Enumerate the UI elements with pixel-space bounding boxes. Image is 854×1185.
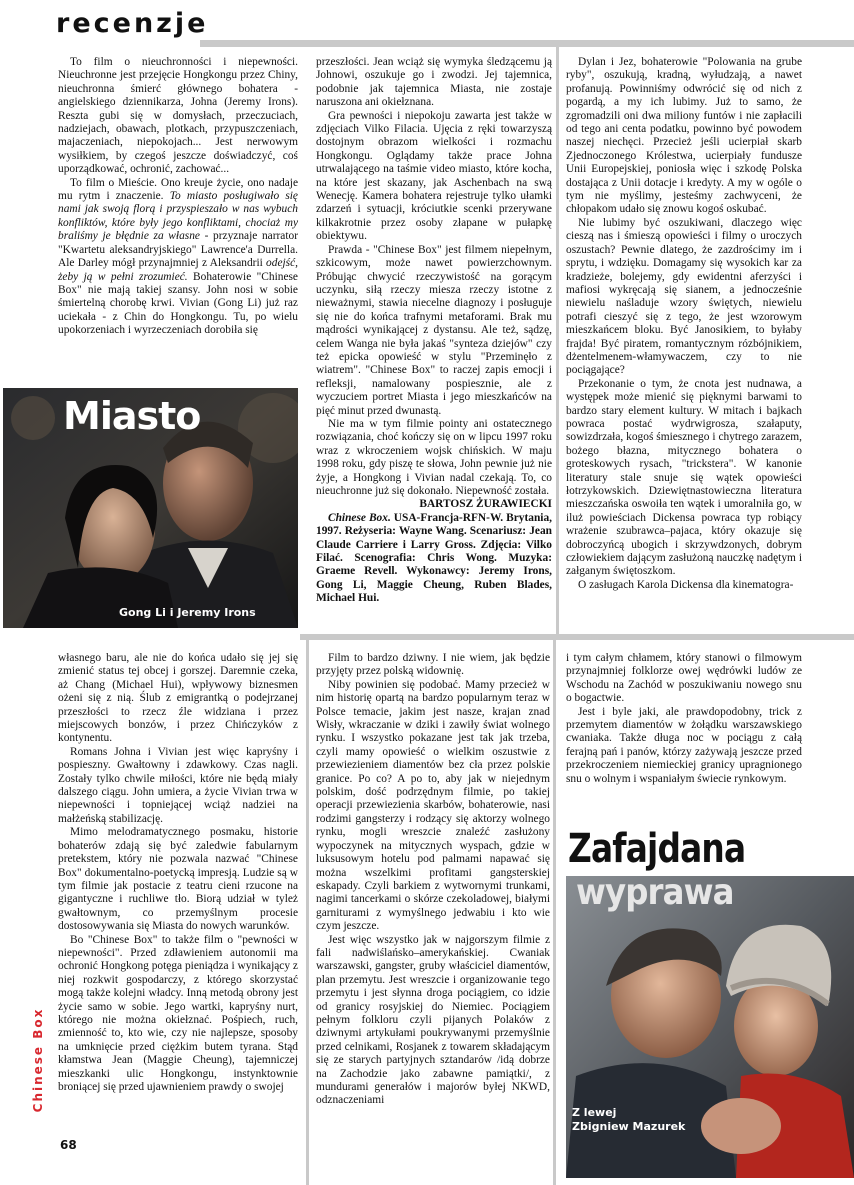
header-rule (200, 40, 854, 47)
paragraph: To film o nieuchronności i niepewności. Nieuchronne jest przejęcie Hongkongu przez Chiny, nieuchronna śmierć głównego bohatera - angielskiego dziennikarza, Johna (Jeremy Irons). Reszta gubi się w domysłach, przeczuciach, nadziejach, obawach, plotkach, przypuszczeniach, majaczeniach, niepokojach... Jest nerwowym wysiłkiem, by czegoś jeszcze doświadczyć, coś uporządkować, ochronić, zachować... (58, 56, 298, 176)
photo-caption: Gong Li i Jeremy Irons (119, 606, 256, 619)
section-title: recenzje (56, 8, 209, 39)
paragraph: Przekonanie o tym, że cnota jest nudnawa, a występek może mienić się pięknymi barwami to bardzo stary element kultury. W mitach i bajkach powraca postać wydrwigrosza, szałaputy, sowizdrzała, kogoś śmiesznego i chytrego zarazem, bożego błazna, mitycznego bohatera o groteskowych rysach, "trickstera". W kanonie literatury stale snuje się wątek opowieści łotrzykowskich. Dziewiętnastowieczna literatura mieszczańska oswoiła ten wątek i umoralniła go, w iluż powieściach Dickensa powraca typ robiący wrażenie szubrawca–pajaca, który okazuje się dobroczyńcą ubogich i skrzywdzonych, dobrym człowiekiem dającym zasłużoną nauczkę nadętym i załganym świętoszkom. (566, 377, 802, 578)
paragraph: Nie lubimy być oszukiwani, dlaczego więc cieszą nas i śmieszą opowieści i filmy o uroczych oszustach? Pewnie dlatego, że zazdrościmy im i sprytu, i wdzięku. Domagamy się wysokich kar za kradzieże, bolejemy, gdy ewidentni aferzyści i mafiosi wykręcają się sianem, a jednocześnie niewielu naśladuje wzory świętych, niewielu potrafi cieszyć się z tego, że jest wzorowym mieszkańcem bloku. Być Janosikiem, to byłaby frajda! Być piratem, romantycznym rózbójnikiem, dżentelmenem-włamywaczem, czy to nie pociągające? (566, 216, 802, 377)
side-section-label: Chinese Box (31, 1007, 45, 1113)
paragraph: własnego baru, ale nie do końca udało się jej się zmienić status tej obcej i gorszej. Daremnie czeka, aż Chang (Michael Hui), wpływowy biznesmen ożeni się z nią. Ślub z emigrantką o podejrzanej przeszłości to rzecz źle widziana i przez miejscowych bonzów, i przez Chińczyków z kontynentu. (58, 652, 298, 745)
paragraph: Film to bardzo dziwny. I nie wiem, jak będzie przyjęty przez polską widownię. (316, 652, 550, 678)
photo-zafajdana-wyprawa (566, 876, 854, 1178)
top-column-2 (316, 56, 552, 606)
photo-miasto (3, 388, 298, 628)
paragraph: Bo "Chinese Box" to także film o "pewności w niepewności". Przed zdławieniem autonomii ma ochronić Hongkong potęga pieniądza i wynikający z niej rozkwit gospodarczy, z którego skorzystać mogą także kolejni władcy. Inną metodą obrony jest życie samo w sobie. Jego wartki, kapryśny nurt, którego nie można okiełznać. Pośpiech, ruch, zmienność to, kto wie, czy nie najlepsze, sposoby na umknięcie przed ciężkim butem tyrana. Stąd kłamstwa Jean (Maggie Cheung), tajemniczej mieszkanki ulic Hongkongu, instynktownie broniącej się przed ujawnieniem prawdy o swojej (58, 933, 298, 1093)
film-credits: Chinese Box. USA-Francja-RFN-W. Brytania, 1997. Reżyseria: Wayne Wang. Scenariusz: Jean Claude Carriere i Larry Gross. Zdjęcia: Vilko Filać. Scenografia: Chris Wong. Muzyka: Graeme Revell. Wykonawcy: Jeremy Irons, Gong Li, Maggie Cheung, Ruben Blades, Michael Hui. (316, 511, 552, 605)
bottom-column-3 (566, 652, 802, 786)
column-rule-bottom (306, 640, 309, 1185)
column-rule-top (556, 45, 559, 635)
bottom-column-2 (316, 652, 550, 1108)
photo-caption-label: Z lewej (572, 1106, 617, 1119)
photo-headline: wyprawa (576, 876, 734, 913)
photo-caption-name: Zbigniew Mazurek (572, 1120, 686, 1133)
top-column-1 (58, 56, 298, 338)
paragraph: O zasługach Karola Dickensa dla kinematogra- (578, 578, 794, 591)
paragraph: Dylan i Jez, bohaterowie "Polowania na grube ryby", oszukują, kradną, wyłudzają, a nawet profanują. Powinniśmy odwrócić się od nich z pogardą, a my ich lubimy. Już to samo, że zgromadzili oni dwa miliony funtów i nie zapłacili od tego ani centa podatku, powinno być powodem naszej niechęci. Przecież jeśli ucierpiał skarb Zjednoczonego Królestwa, ucierpiały fundusze Unii Europejskiej, poniosła więc i szkodę Polska dostająca z Unii dotacje i kredyty. A my w ogóle o tym nie myślimy, jesteśmy zachwyceni, że chłopakom udało się znowu kogoś oskubać. (566, 56, 802, 216)
paragraph: Niby powinien się podobać. Mamy przecież w nim historię opartą na bardzo popularnym teraz w Polsce temacie, jakim jest nasze, krajan znad Wisły, wkraczanie w dziki i zawiły świat wolnego rynku. I wszystko pokazane jest tak jak trzeba, czyli mamy opowieść o wielkim oszustwie z przewiezieniem diamentów bez cła przez polskie granice. Po co? A po to, aby jak w niejednym polskim, dość podrzędnym filmie, po takiej operacji przewiezienia skarbów, bohaterowie, nasi rodzimi gangsterzy i rodzący się aktorzy wolnego rynku, mogli wreszcie znaleźć zasłużony wypoczynek na mitycznych wyspach, gdzie w luksusowym hotelu pod palmami napawać się można wszelkimi profitami gangsterskiej eskapady. Czyli barkiem z wytwornymi trunkami, nagimi tancerkami o skórze czekoladowej, białymi garniturami z wymyślnego jedwabiu i kto wie czym jeszcze. (316, 678, 550, 933)
photo-headline: Miasto (63, 394, 201, 438)
bottom-column-1 (58, 652, 298, 1094)
paragraph: Romans Johna i Vivian jest więc kapryśny i pospieszny. Gwałtowny i zdawkowy. Czas nagli. Zostały tylko chwile miłości, które nie będą miały dalszego ciągu. John umiera, a życie Vivian trwa w niepewności i topniejącej wciąż nadziei na małżeńską stabilizację. (58, 745, 298, 825)
paragraph: Prawda - "Chinese Box" jest filmem niepełnym, szkicowym, może nawet powierzchownym. Próbując chwycić rzeczywistość na gorącym uczynku, siłą rzeczy miesza rzeczy istotne z nieważnymi, stawia niecelne diagnozy i posługuje się nie do końca trafnymi metaforami. Brak mu mądrości wynikającej z dystansu. Ale też, sądzę, celem Wanga nie była jakaś "synteza dziejów" czy też epicka opowieść w stylu "Przeminęło z wiatrem". "Chinese Box" to raczej zapis emocji i refleksji, namalowany pospiesznie, ale z wyczuciem portret Miasta i jego mieszkańców na pięć minut przed dwunastą. (316, 243, 552, 417)
author-name: BARTOSZ ŻURAWIECKI (419, 498, 552, 511)
page-number: 68 (60, 1138, 77, 1152)
paragraph: i tym całym chłamem, który stanowi o filmowym przynajmniej folklorze owej wędrówki ludów ze Wschodu na Zachód w poszukiwaniu nowego snu o bogactwie. (566, 652, 802, 705)
paragraph: Mimo melodramatycznego posmaku, historie bohaterów zdają się być zaledwie fabularnym pretekstem, który nie pozwala nazwać "Chinese Box" dokumentalno-poetycką impresją. Ludzie są w tym filmie jak postacie z teatru cieni rzucone na gigantyczne i ruchliwe tło. Biorą udział w tyleż gwałtownym, co przemyślnym procesie dostosowywania się Miasta do nowych warunków. (58, 826, 298, 933)
column-rule-bottom-2 (553, 640, 556, 1185)
paragraph: Nie ma w tym filmie pointy ani ostatecznego rozwiązania, choć kończy się on w lipcu 1997 roku wraz z wkroczeniem wojsk chińskich. W maju 1998 roku, gdy piszę te słowa, John pewnie już nie żyje, a Hongkong i Vivian nadal czekają. To, co nieuchronne już się dokonało. Niepewność została. (316, 417, 552, 497)
paragraph: przeszłości. Jean wciąż się wymyka śledzącemu ją Johnowi, oszukuje go i zwodzi. Jej tajemnica, podobnie jak tajemnica Miasta, nie zostaje naruszona ani okiełznana. (316, 56, 552, 109)
paragraph: Jest i byle jaki, ale prawdopodobny, trick z przemytem diamentów w żołądku warszawskiego cwaniaka. Także długa noc w pociągu z całą ferajną pań i panów, którzy zażywają jeszcze przed przekroczeniem niemieckiej granicy upragnionego snu o wolnym i wspaniałym świecie rynkowym. (566, 705, 802, 785)
top-column-3 (566, 56, 802, 592)
paragraph: Gra pewności i niepokoju zawarta jest także w zdjęciach Vilko Filacia. Ujęcia z ręki towarzyszą dostojnym obrazom wielkości i rozmachu Hongkongu. Oglądamy także prace Johna utrwalającego na taśmie video miasto, które kocha, na które jest skazany, jak Aschenbach na swą Wenecję. Kamera bohatera rejestruje tylko ułamki zdarzeń i sytuacji, króciutkie scenki przerywane kilkakrotnie przez osoby złapane w pułapkę obiektywu. (316, 109, 552, 243)
article-headline: Zafajdana (568, 826, 746, 872)
paragraph: To film o Mieście. Ono kreuje życie, ono nadaje mu rytm i znaczenie. To miasto posługiwało się nami jak swoją florą i przyspieszało w nas wybuch konfliktów, które były jego konfliktami, chociaż my braliśmy je błędnie za własne - przyznaje narrator "Kwartetu aleksandryjskiego" Lawrence'a Durrella. Ale Darley mógł przynajmniej z Aleksandrii odejść, żeby ją w pełni zrozumieć. Bohaterowie "Chinese Box" nie mają takiej szansy. John nosi w sobie śmiertelną chorobę krwi. Vivian (Gong Li) już raz uciekała - z Chin do Hongkongu. Tu, po wielu upokorzeniach i wyrzeczeniach dorobiła się (58, 176, 298, 337)
paragraph: Jest więc wszystko jak w najgorszym filmie z fali nadwiślańsko–amerykańskiej. Cwaniak warszawski, gangster, gruby właściciel diamentów, plan przemytu. Jest wreszcie i organizowanie tego przemytu i jest słynna droga pociągiem, co idzie od granicy rosyjskiej do Niemiec. Pociągiem pełnym folkloru czyli pijanych Polaków z dziwnymi artykułami poukrywanymi przemyślnie przed celnikami, Rosjanek z towarem składającym się ze starych partyjnych sztandarów /idą dobrze na Zachodzie jako zabawne pamiątki/, z mundurami generałów i majorów byłej NKWD, odznaczeniami (316, 933, 550, 1107)
middle-rule (300, 634, 854, 640)
